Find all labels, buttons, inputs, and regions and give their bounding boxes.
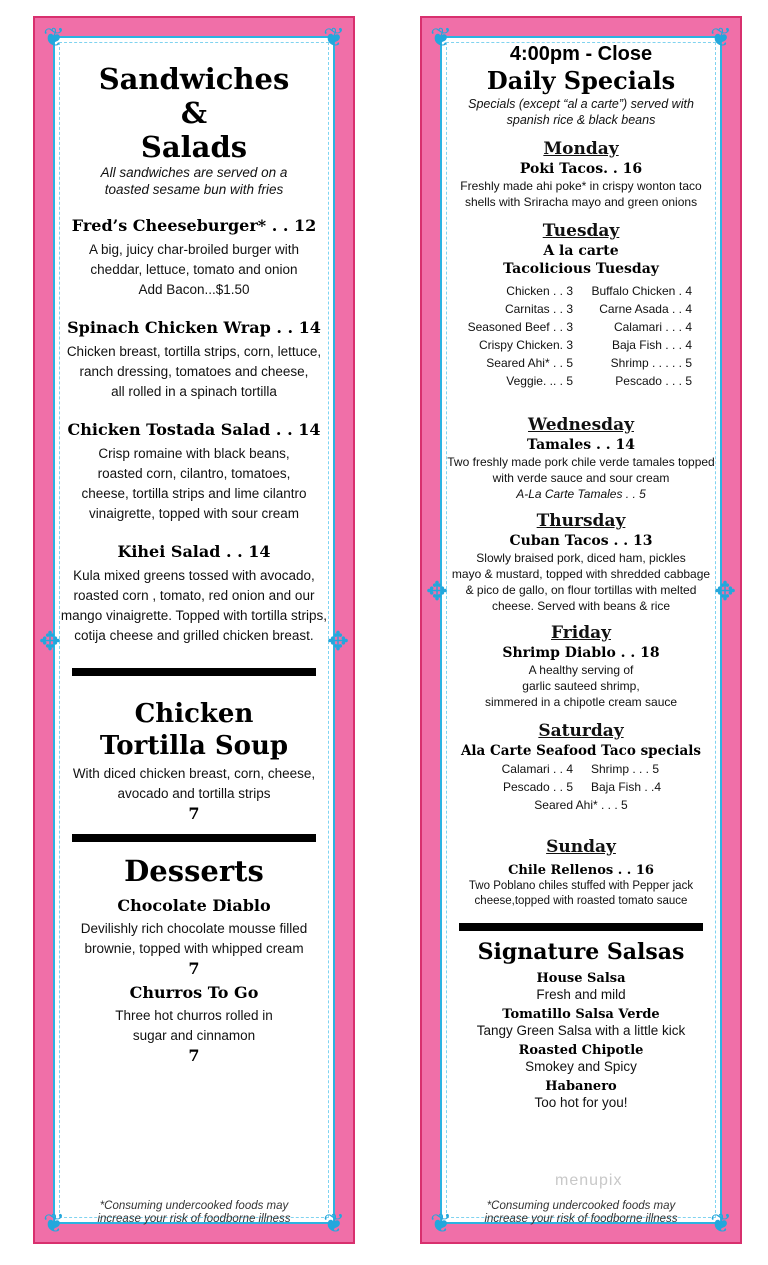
day-heading-friday: Friday [551,623,611,643]
menu-item-desc: Kula mixed greens tossed with avocado, [73,568,315,583]
day-heading-tuesday: Tuesday [542,221,620,241]
specials-time: 4:00pm - Close [509,43,653,65]
section-subtitle: All sandwiches are served on a toasted sesame bun with fries [100,165,288,197]
flourish-icon: ❦ [430,22,452,52]
right-menu-inner [426,22,736,1238]
menu-item-desc: cotija cheese and grilled chicken breast. [74,628,314,643]
menu-item-desc: mango vinaigrette. Topped with tortilla strips, [60,608,328,623]
menu-item-title: Shrimp Diablo . . 18 [502,645,660,661]
section-title: Tortilla Soup [99,731,289,761]
menu-item-desc: with verde sauce and sour cream [492,471,670,485]
salsa-name: Tomatillo Salsa Verde [502,1007,660,1022]
menu-item-desc: cheese. Served with beans & rice [491,599,671,613]
specials-subtitle: spanish rice & black beans [506,113,656,127]
menu-item-desc: sugar and cinnamon [132,1028,256,1043]
menu-item-desc: Devilishly rich chocolate mousse filled [80,921,308,936]
salsa-name: Habanero [545,1079,617,1094]
menu-item-desc: cheese,topped with roasted tomato sauce [474,895,688,907]
watermark: menupix [555,1172,623,1189]
flourish-icon: ❦ [43,22,65,52]
footnote [442,1200,720,1226]
price-entry: Crispy Chicken. 3 [478,338,573,352]
menu-item-desc: Two freshly made pork chile verde tamales topped [447,455,715,469]
menu-item-desc: roasted corn , tomato, red onion and our [73,588,315,603]
flourish-icon: ❦ [43,1208,65,1238]
menu-item-title: Fred’s Cheeseburger* . . 12 [71,216,317,235]
flourish-icon: ✥ [327,626,349,656]
menu-item-desc: cheese, tortilla strips and lime cilantro [81,486,307,501]
price-entry: Seared Ahi* . . 5 [486,356,573,370]
menu-item-desc: Three hot churros rolled in [115,1008,273,1023]
flourish-icon: ❦ [710,22,732,52]
menu-item-desc: Freshly made ahi poke* in crispy wonton taco [460,179,702,193]
menu-item-desc: Crisp romaine with black beans, [98,446,290,461]
menu-item-desc: cheddar, lettuce, tomato and onion [90,262,298,277]
price-entry: Carne Asada . . 4 [599,302,692,316]
menu-item-desc: Two Poblano chiles stuffed with Pepper jack [468,880,694,892]
salsa-desc: Fresh and mild [536,987,626,1002]
flourish-icon: ❦ [323,1208,345,1238]
menu-item-desc: garlic sauteed shrimp, [522,679,640,693]
section-title: Sandwiches [98,62,290,96]
footnote [55,1200,333,1226]
price-entry: Baja Fish . .4 [591,780,662,794]
left-menu-inner [39,22,349,1238]
left-content [55,38,333,1222]
footnote-line: *Consuming undercooked foods may [486,1200,676,1212]
menu-item-title: Spinach Chicken Wrap . . 14 [67,318,321,337]
price-entry: Calamari . . . 4 [613,320,692,334]
menu-item-desc: A-La Carte Tamales . . 5 [516,487,646,501]
footnote-line: *Consuming undercooked foods may [99,1200,289,1212]
menu-item-desc: A big, juicy char-broiled burger with [88,242,300,257]
flourish-icon: ✥ [426,576,448,606]
footnote-line: increase your risk of foodborne illness [97,1213,291,1225]
section-title: Salads [140,130,248,164]
section-title: Desserts [124,854,264,888]
menu-item-title: Cuban Tacos . . 13 [509,533,653,549]
menu-item-desc: Add Bacon...$1.50 [138,282,250,297]
taco-price-grid [456,282,706,390]
right-menu-panel [420,16,742,1244]
day-heading-saturday: Saturday [538,721,624,741]
menu-item-title: Tamales . . 14 [527,437,635,453]
day-heading-monday: Monday [543,139,619,159]
section-title: & [180,96,208,130]
flourish-icon: ✥ [714,576,736,606]
salsa-name: House Salsa [536,971,626,986]
menu-item-price: 7 [188,804,200,823]
menu-item-price: 7 [188,959,200,978]
price-entry: Seared Ahi* . . . 5 [534,798,628,812]
menu-item-desc: With diced chicken breast, corn, cheese, [72,766,316,781]
menu-item-title: Chile Rellenos . . 16 [508,863,654,878]
specials-subtitle: Specials (except “al a carte”) served with [468,97,694,111]
menu-item-title: Ala Carte Seafood Taco specials [460,743,702,759]
page-title: Daily Specials [486,66,676,95]
day-heading-wednesday: Wednesday [528,415,634,435]
price-entry: Chicken . . 3 [506,284,573,298]
price-entry: Buffalo Chicken . 4 [591,284,692,298]
salsa-name: Roasted Chipotle [518,1043,644,1058]
flourish-icon: ✥ [39,626,61,656]
menu-item-desc: A healthy serving of [528,663,634,677]
menu-item-title: Tacolicious Tuesday [503,261,659,277]
section-divider [459,923,703,931]
section-divider [72,668,316,676]
price-entry: Carnitas . . 3 [504,302,573,316]
salsa-desc: Tangy Green Salsa with a little kick [476,1023,686,1038]
price-entry: Veggie. .. . 5 [506,374,573,388]
menu-item-title: Poki Tacos. . 16 [519,161,643,177]
left-menu-panel [33,16,355,1244]
menu-item-desc: simmered in a chipotle cream sauce [484,695,678,709]
menu-item-desc: brownie, topped with whipped cream [84,941,304,956]
seafood-price-grid [471,760,691,796]
price-entry: Pescado . . . 5 [615,374,692,388]
section-title: Chicken [134,699,254,729]
menu-item-title: Kihei Salad . . 14 [117,542,271,561]
menu-item-title: Chicken Tostada Salad . . 14 [67,420,321,439]
menu-item-title: Chocolate Diablo [117,896,271,915]
right-content [442,38,720,1222]
price-entry: Shrimp . . . . . 5 [610,356,692,370]
menu-item-desc: Chicken breast, tortilla strips, corn, lettuce, [66,344,322,359]
price-entry: Seasoned Beef . . 3 [467,320,573,334]
menu-item-price: 7 [188,1046,200,1065]
flourish-icon: ❦ [710,1208,732,1238]
price-entry: Baja Fish . . . 4 [611,338,692,352]
price-entry: Calamari . . 4 [501,762,573,776]
day-heading-thursday: Thursday [536,511,626,531]
flourish-icon: ❦ [323,22,345,52]
menu-item-desc: Slowly braised pork, diced ham, pickles [476,551,686,565]
menu-item-title: A la carte [543,243,619,259]
menu-item-desc: roasted corn, cilantro, tomatoes, [97,466,291,481]
menu-item-desc: shells with Sriracha mayo and green onions [464,195,698,209]
menu-item-desc: & pico de gallo, on flour tortillas with melted [465,583,697,597]
menu-item-desc: vinaigrette, topped with sour cream [88,506,300,521]
menu-item-title: Churros To Go [129,983,259,1002]
menu-item-desc: ranch dressing, tomatoes and cheese, [79,364,309,379]
salsa-desc: Smokey and Spicy [525,1059,637,1074]
flourish-icon: ❦ [430,1208,452,1238]
day-heading-sunday: Sunday [546,837,616,857]
section-title: Signature Salsas [477,939,685,965]
menu-item-desc: all rolled in a spinach tortilla [111,384,277,399]
menu-item-desc: mayo & mustard, topped with shredded cabbage [451,567,711,581]
salsa-desc: Too hot for you! [534,1095,628,1110]
price-entry: Pescado . . 5 [502,780,573,794]
section-divider [72,834,316,842]
price-entry: Shrimp . . . 5 [591,762,660,776]
footnote-line: increase your risk of foodborne illness [484,1213,678,1225]
menu-item-desc: avocado and tortilla strips [117,786,271,801]
